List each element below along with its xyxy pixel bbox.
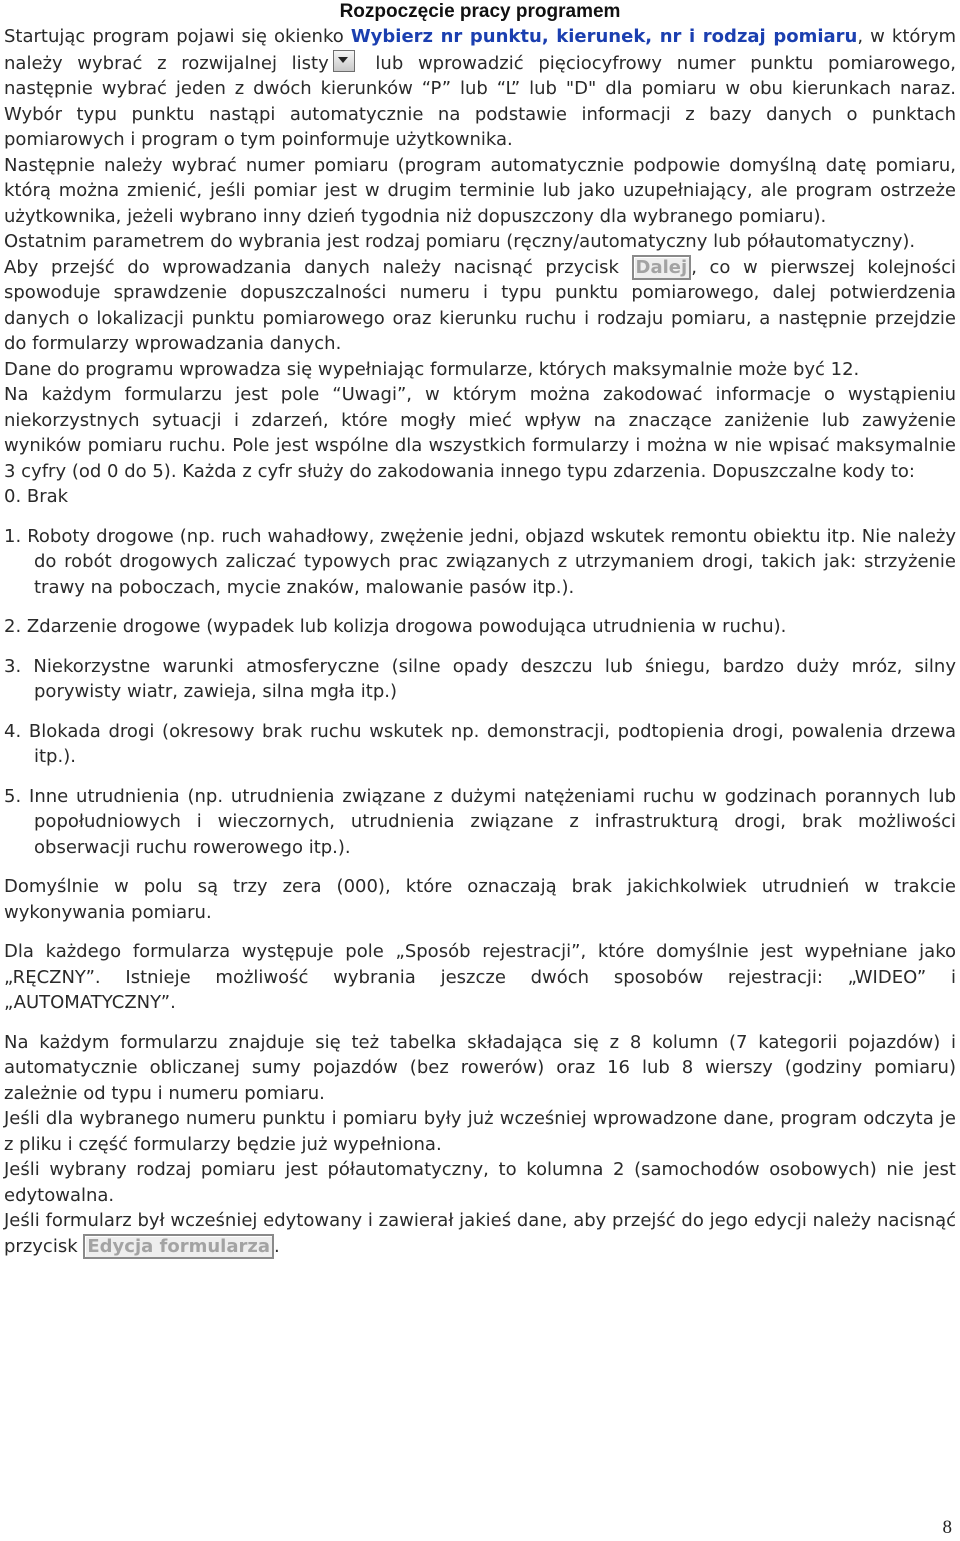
next-button[interactable]: Dalej [632, 255, 692, 280]
paragraph-remarks: Na każdym formularzu jest pole “Uwagi”, w którym można zakodować informacje o wystąpieniu niekorzystnych sytuacji i zdarzeń, które mogły mieć wpływ na znaczące zaniżenie lub zawyżenie wyników pomiaru ruchu. Pole jest wspólne dla wszystkich formularzy i można w nie wpisać maksymalnie 3 cyfry (od 0 do 5). Każda z cyfr służy do zakodowania innego typu zdarzenia. Dopuszczalne kody to: [4, 384, 956, 482]
list-item: 0. Brak [4, 486, 69, 507]
list-item: 3. Niekorzystne warunki atmosferyczne (silne opady deszczu lub śniegu, bardzo duży mróz, silny porywisty wiatr, zawieja, silna mgła itp.) [4, 655, 956, 702]
paragraph-measurement-type: Ostatnim parametrem do wybrania jest rodzaj pomiaru (ręczny/automatyczny lub półautomatyczny). [4, 231, 916, 252]
paragraph-registration: Dla każdego formularza występuje pole „Sposób rejestracji”, które domyślnie jest wypełniane jako „RĘCZNY”. Istnieje możliwość wybrania jeszcze dwóch sposobów rejestracji: „WIDEO” i „AUTOMATYCZNY”. [4, 941, 956, 1013]
paragraph-intro: Startując program pojawi się okienko Wybierz nr punktu, kierunek, nr i rodzaj pomiaru, w którym należy wybrać z rozwijalnej listy lub wprowadzić pięciocyfrowy numer punktu pomiarowego, następnie wybrać jeden z dwóch kierunków “P” lub “L” lub "D" dla pomiaru w obu kierunkach naraz. Wybór typu punktu nastąpi automatycznie na podstawie informacji z bazy danych o punktach pomiarowych i program o tym poinformuje użytkownika. [4, 26, 957, 150]
paragraph-next-button: Aby przejść do wprowadzania danych należy nacisnąć przycisk Dalej , co w pierwszej kolejności spowoduje sprawdzenie dopuszczalności numeru i typu punktu pomiarowego, dalej potwierdzenia danych o lokalizacji punktu pomiarowego oraz kierunku ruchu i rodzaju pomiaru, a następnie przejdzie do formularzy wprowadzania danych. [4, 256, 956, 354]
paragraph-existing-data: Jeśli dla wybranego numeru punktu i pomiaru były już wcześniej wprowadzone dane, program odczyta je z pliku i część formularzy będzie już wypełniona. [4, 1108, 956, 1155]
list-item: 5. Inne utrudnienia (np. utrudnienia związane z dużymi natężeniami ruchu w godzinach porannych lub popołudniowych i wieczornych, utrudnienia związane z infrastrukturą drogi, brak możliwości obserwacji ruchu rowerowego itp.). [4, 785, 956, 858]
page-title: Rozpoczęcie pracy programem [339, 1, 621, 22]
list-item: 1. Roboty drogowe (np. ruch wahadłowy, zwężenie jedni, objazd wskutek remontu obiektu itp. Nie należy do robót drogowych zaliczać typowych prac związanych z utrzymaniem drogi, takich jak: strzyżenie trawy na poboczach, mycie znaków, malowanie pasów itp.). [4, 525, 956, 598]
edit-form-button[interactable]: Edycja formularza [83, 1234, 274, 1259]
paragraph-semi-auto: Jeśli wybrany rodzaj pomiaru jest półautomatyczny, to kolumna 2 (samochodów osobowych) nie jest edytowalna. [4, 1159, 956, 1206]
dialog-name: Wybierz nr punktu, kierunek, nr i rodzaj pomiaru [350, 26, 858, 47]
paragraph-edit-form: Jeśli formularz był wcześniej edytowany i zawierał jakieś dane, aby przejść do jego edycji należy nacisnąć przycisk Edycja formularza . [4, 1210, 956, 1257]
paragraph-measurement-number: Następnie należy wybrać numer pomiaru (program automatycznie podpowie domyślną datę pomiaru, którą można zmienić, jeśli pomiar jest w drugim terminie lub jako uzupełniający, ale program ostrzeże użytkownika, jeżeli wybrano inny dzień tygodnia niż dopuszczony dla wybranego pomiaru). [4, 154, 956, 227]
paragraph-default-zeros: Domyślnie w polu są trzy zera (000), które oznaczają brak jakichkolwiek utrudnień w trakcie wykonywania pomiaru. [4, 876, 956, 923]
paragraph-table: Na każdym formularzu znajduje się też tabelka składająca się z 8 kolumn (7 kategorii pojazdów) i automatycznie obliczanej sumy pojazdów (bez rowerów) oraz 16 lub 8 wierszy (godziny pomiaru) zależnie od typu i numeru pomiaru. [4, 1031, 956, 1104]
dropdown-arrow-icon [333, 50, 355, 72]
list-item: 2. Zdarzenie drogowe (wypadek lub kolizja drogowa powodująca utrudnienia w ruchu). [4, 616, 787, 637]
codes-list [4, 484, 956, 860]
list-item: 4. Blokada drogi (okresowy brak ruchu wskutek np. demonstracji, podtopienia drogi, powalenia drzewa itp.). [4, 720, 956, 767]
page-number: 8 [942, 1517, 952, 1538]
paragraph-forms: Dane do programu wprowadza się wypełniając formularze, których maksymalnie może być 12. [4, 358, 860, 380]
